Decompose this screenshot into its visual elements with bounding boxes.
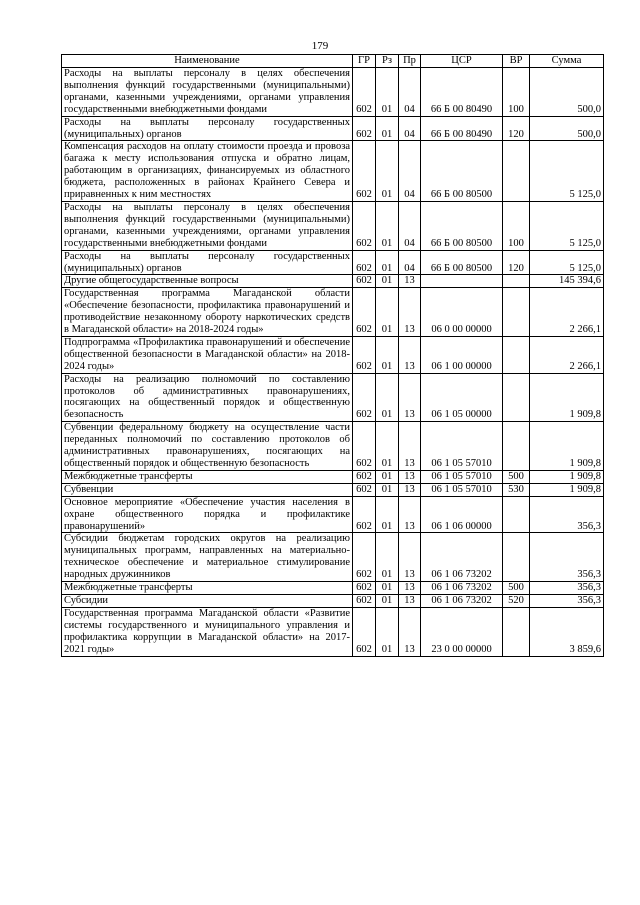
cell-csr: 06 1 00 00000 <box>421 336 503 373</box>
cell-pr: 13 <box>399 336 421 373</box>
cell-rz: 01 <box>376 496 399 533</box>
cell-csr: 23 0 00 00000 <box>421 607 503 656</box>
cell-gr: 602 <box>353 594 376 607</box>
cell-csr: 06 1 06 00000 <box>421 496 503 533</box>
cell-csr: 66 Б 00 80490 <box>421 116 503 141</box>
cell-sum: 1 909,8 <box>530 483 604 496</box>
cell-rz: 01 <box>376 422 399 471</box>
cell-csr: 66 Б 00 80490 <box>421 68 503 117</box>
table-row <box>62 594 604 607</box>
table-row <box>62 141 604 202</box>
cell-gr: 602 <box>353 68 376 117</box>
cell-gr: 602 <box>353 470 376 483</box>
cell-pr: 04 <box>399 141 421 202</box>
cell-vr <box>503 288 530 337</box>
cell-gr: 602 <box>353 116 376 141</box>
cell-vr <box>503 607 530 656</box>
cell-vr: 120 <box>503 116 530 141</box>
cell-pr: 13 <box>399 422 421 471</box>
header-gr: ГР <box>353 55 376 68</box>
cell-csr: 06 1 05 57010 <box>421 422 503 471</box>
cell-rz: 01 <box>376 68 399 117</box>
table-row <box>62 275 604 288</box>
cell-csr <box>421 275 503 288</box>
cell-gr: 602 <box>353 582 376 595</box>
cell-rz: 01 <box>376 288 399 337</box>
cell-pr: 13 <box>399 496 421 533</box>
cell-name: Расходы на выплаты персоналу государственных (муниципальных) органов <box>62 250 353 275</box>
cell-sum: 356,3 <box>530 533 604 582</box>
cell-vr <box>503 275 530 288</box>
page-number: 179 <box>311 40 329 52</box>
table-row <box>62 336 604 373</box>
cell-sum: 356,3 <box>530 496 604 533</box>
cell-rz: 01 <box>376 594 399 607</box>
header-rz: Рз <box>376 55 399 68</box>
cell-sum: 5 125,0 <box>530 250 604 275</box>
table-row <box>62 422 604 471</box>
cell-name: Субвенции федеральному бюджету на осуществление части переданных полномочий по составлению протоколов об административных правонарушениях, посягающих на общественный порядок и общественную безопасность <box>62 422 353 471</box>
cell-pr: 04 <box>399 68 421 117</box>
cell-gr: 602 <box>353 422 376 471</box>
cell-gr: 602 <box>353 336 376 373</box>
cell-csr: 06 1 05 57010 <box>421 483 503 496</box>
cell-name: Субсидии бюджетам городских округов на реализацию муниципальных программ, направленных на материально-техническое обеспечение и материальное стимулирование народных дружинников <box>62 533 353 582</box>
cell-name: Субвенции <box>62 483 353 496</box>
cell-rz: 01 <box>376 582 399 595</box>
cell-csr: 06 1 06 73202 <box>421 594 503 607</box>
cell-sum: 2 266,1 <box>530 288 604 337</box>
cell-name: Межбюджетные трансферты <box>62 582 353 595</box>
cell-sum: 1 909,8 <box>530 373 604 422</box>
cell-rz: 01 <box>376 470 399 483</box>
table-row <box>62 116 604 141</box>
cell-csr: 06 1 06 73202 <box>421 533 503 582</box>
table-row <box>62 582 604 595</box>
cell-csr: 06 1 05 57010 <box>421 470 503 483</box>
header-vr: ВР <box>503 55 530 68</box>
cell-vr <box>503 141 530 202</box>
cell-csr: 66 Б 00 80500 <box>421 141 503 202</box>
cell-sum: 356,3 <box>530 582 604 595</box>
cell-pr: 13 <box>399 533 421 582</box>
cell-sum: 5 125,0 <box>530 141 604 202</box>
cell-rz: 01 <box>376 201 399 250</box>
cell-name: Расходы на реализацию полномочий по составлению протоколов об административных правонарушениях, посягающих на общественный порядок и общественную безопасность <box>62 373 353 422</box>
cell-pr: 13 <box>399 582 421 595</box>
cell-sum: 1 909,8 <box>530 422 604 471</box>
cell-rz: 01 <box>376 373 399 422</box>
cell-csr: 06 1 06 73202 <box>421 582 503 595</box>
cell-gr: 602 <box>353 141 376 202</box>
table-row <box>62 470 604 483</box>
cell-vr <box>503 422 530 471</box>
cell-name: Основное мероприятие «Обеспечение участия населения в охране общественного порядка и профилактике правонарушений» <box>62 496 353 533</box>
cell-gr: 602 <box>353 288 376 337</box>
cell-name: Другие общегосударственные вопросы <box>62 275 353 288</box>
cell-pr: 13 <box>399 607 421 656</box>
cell-sum: 5 125,0 <box>530 201 604 250</box>
cell-vr <box>503 496 530 533</box>
header-pr: Пр <box>399 55 421 68</box>
cell-vr: 520 <box>503 594 530 607</box>
cell-sum: 1 909,8 <box>530 470 604 483</box>
cell-sum: 500,0 <box>530 68 604 117</box>
cell-pr: 13 <box>399 373 421 422</box>
table-row <box>62 533 604 582</box>
cell-rz: 01 <box>376 275 399 288</box>
cell-rz: 01 <box>376 483 399 496</box>
cell-pr: 13 <box>399 594 421 607</box>
cell-csr: 66 Б 00 80500 <box>421 250 503 275</box>
cell-rz: 01 <box>376 250 399 275</box>
header-name: Наименование <box>62 55 353 68</box>
table-row <box>62 496 604 533</box>
cell-vr <box>503 336 530 373</box>
table-row <box>62 68 604 117</box>
header-sum: Сумма <box>530 55 604 68</box>
cell-vr: 500 <box>503 470 530 483</box>
cell-name: Расходы на выплаты персоналу в целях обеспечения выполнения функций государственными (муниципальными) органами, казенными учреждениями, органами управления государственными внебюджетными фондами <box>62 68 353 117</box>
cell-name: Расходы на выплаты персоналу в целях обеспечения выполнения функций государственными (муниципальными) органами, казенными учреждениями, органами управления государственными внебюджетными фондами <box>62 201 353 250</box>
cell-gr: 602 <box>353 496 376 533</box>
table-row <box>62 483 604 496</box>
cell-name: Подпрограмма «Профилактика правонарушений и обеспечение общественной безопасности в Магаданской области» на 2018-2024 годы» <box>62 336 353 373</box>
cell-gr: 602 <box>353 275 376 288</box>
cell-vr: 530 <box>503 483 530 496</box>
table-row <box>62 288 604 337</box>
table-row <box>62 607 604 656</box>
cell-name: Субсидии <box>62 594 353 607</box>
cell-name: Межбюджетные трансферты <box>62 470 353 483</box>
cell-vr: 100 <box>503 201 530 250</box>
cell-rz: 01 <box>376 336 399 373</box>
cell-name: Компенсация расходов на оплату стоимости проезда и провоза багажа к месту использования отпуска и обратно лицам, работающим в организациях, финансируемых из областного бюджета, расположенных в районах Крайнего Севера и приравненных к ним местностях <box>62 141 353 202</box>
cell-pr: 13 <box>399 288 421 337</box>
cell-sum: 356,3 <box>530 594 604 607</box>
cell-csr: 06 0 00 00000 <box>421 288 503 337</box>
cell-gr: 602 <box>353 201 376 250</box>
cell-gr: 602 <box>353 373 376 422</box>
cell-vr: 100 <box>503 68 530 117</box>
table-row <box>62 250 604 275</box>
cell-sum: 3 859,6 <box>530 607 604 656</box>
cell-vr: 120 <box>503 250 530 275</box>
cell-name: Государственная программа Магаданской области «Обеспечение безопасности, профилактика правонарушений и противодействие незаконному обороту наркотических средств в Магаданской области» на 2018-2024 годы» <box>62 288 353 337</box>
cell-pr: 13 <box>399 470 421 483</box>
cell-sum: 500,0 <box>530 116 604 141</box>
cell-csr: 06 1 05 00000 <box>421 373 503 422</box>
table-row <box>62 373 604 422</box>
cell-vr <box>503 533 530 582</box>
cell-gr: 602 <box>353 483 376 496</box>
cell-rz: 01 <box>376 141 399 202</box>
cell-vr <box>503 373 530 422</box>
cell-pr: 04 <box>399 250 421 275</box>
cell-vr: 500 <box>503 582 530 595</box>
table-header-row <box>62 55 604 68</box>
cell-gr: 602 <box>353 607 376 656</box>
cell-pr: 04 <box>399 201 421 250</box>
cell-sum: 2 266,1 <box>530 336 604 373</box>
cell-csr: 66 Б 00 80500 <box>421 201 503 250</box>
cell-pr: 13 <box>399 275 421 288</box>
cell-rz: 01 <box>376 607 399 656</box>
cell-sum: 145 394,6 <box>530 275 604 288</box>
header-csr: ЦСР <box>421 55 503 68</box>
table-row <box>62 201 604 250</box>
cell-gr: 602 <box>353 250 376 275</box>
cell-pr: 13 <box>399 483 421 496</box>
budget-table <box>61 54 604 657</box>
cell-rz: 01 <box>376 533 399 582</box>
cell-name: Государственная программа Магаданской области «Развитие системы государственного и муниципального управления и профилактика коррупции в Магаданской области» на 2017-2021 годы» <box>62 607 353 656</box>
cell-gr: 602 <box>353 533 376 582</box>
cell-pr: 04 <box>399 116 421 141</box>
cell-rz: 01 <box>376 116 399 141</box>
cell-name: Расходы на выплаты персоналу государственных (муниципальных) органов <box>62 116 353 141</box>
